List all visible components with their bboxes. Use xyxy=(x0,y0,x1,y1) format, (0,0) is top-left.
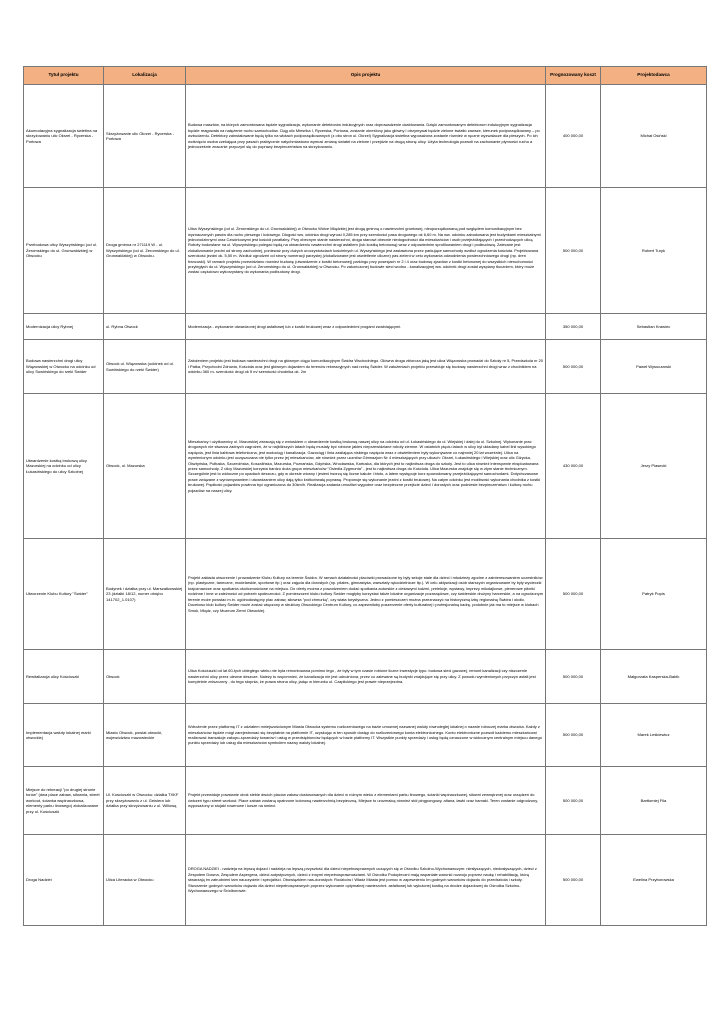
project-description: Ulica Wyszyńskiego (od ul. Żeromskiego do ul. Grunwaldzkiej) w Otwocku Wólce Mlądzkiej jest drogą gminną o nawierzchni gruntowej, nieuporządkowaną pod względem komunikacyjnym bez wyznaczonych pasów dla ruchu pieszego i kołowego. Długość ww. odcinka drogi wynosi 0,285 km przy szerokości pasa drogowego ok 6,60 m. Na ww. odcinku zabudowana jest budynkami mieszkalnymi jednorodzinnymi oraz Czwórkowymi jest kościół parafialny. Przy obecnym stanie nawierzchni, droga stanowi obecnie niedogodności dla mieszkańców i osób przejeżdżających i przechodzących ulicą. Roboty budowlane na ul. Wyszyńskiego polegać będą na utwardzeniu nawierzchni drogi asfaltem (lub kostką betonową) wraz z odpowiednim sprofilowaniem drogi i podbudową. Zalecane jest zlokalizowanie jezdni od strony zachodniej, ponieważ przy dużych uroczystościach kościelnych ul. Wyszyńskiego jest zastawiona przez parkujące samochody wzdłuż ogrodzenia kościoła. Projektowana szerokość jezdni ok. 5,50 m. Wzdłuż ogrodzeń od strony numeracji parzystej (zlokalizowane jest oświetlenie uliczne) pas zieleni w celu wykonania odwodnienia powierzchniowego drogi (np. dren francuski). W ramach projektu przewidziano również budowę (utwardzenie z kostki betonowej) parkingu przy posesjach nr 2 i 4 oraz budowę zjazdów z kostki betonowej do wszystkich nieruchomości przyległych do ul. Wyszyńskiego (od ul. Żeromskiego do ul. Grunwaldzkiej) w Otwocku. Po zakończonej budowie sieci wodno - kanalizacyjnej ww. odcinek drogi został wyspiany tłuczniem, który może zostać częściowo wykorzystany do wykonania podbudowy drogi. xyxy=(186,188,546,314)
project-cost: 500 000,00 xyxy=(546,650,601,704)
project-cost: 350 000,00 xyxy=(546,314,601,340)
project-location: Budynek i działka przy ul. Marszałkowskiej 23 (działki 18/12, numer obrębu 141702_1.0107) xyxy=(104,539,186,650)
project-description: Założeniem projektu jest budowa nawierzchni drogi na głównym ciągu komunikacyjnym Świdra Wschodniego. Główna droga zbiorcza jaką jest ulica Wiązowska prowadzi do Szkoły nr 5, Przedszkola nr 20 i Patka, Przychodni Zdrowia, Kościoła oraz jest głównym dojazdem do terenów rekreacyjnych nad rzeką Świder. W założeniach projektu przewiduje się budowę nawierzchni drogi wraz z chodnikiem na odcinku 360 m- szerokość drogi ok 5 m/ szerokość chodnika ok. 2m xyxy=(186,340,546,394)
project-applicant: Jerzy Piasecki xyxy=(601,394,707,539)
project-applicant: Michał Osiński xyxy=(601,85,707,188)
project-applicant: Małgorzata Kasperska-Babik xyxy=(601,650,707,704)
table-row xyxy=(24,767,707,835)
project-title: Budowa nawierzchni drogi ulicy Wiązowskiej w Otwocku na odcinku od ulicy Sowińskiego do rzeki Świder xyxy=(24,340,104,394)
project-title: Rewitalizacja ulicy Kościuszki xyxy=(24,650,104,704)
table-row xyxy=(24,394,707,539)
project-applicant: Marek Leśkiewicz xyxy=(601,704,707,767)
project-title: Przebudowa ulicy Wyszyńskiego (od ul. Żeromskiego do ul. Grunwaldzkiej) w Otwocku xyxy=(24,188,104,314)
project-description: Mieszkańcy i użytkownicy ul. Mazurskiej zwracają się z wnioskiem o utwardzenie kostką brukową naszej ulicy na odcinku od ul. Łukasińskiego do ul. Wiejskiej i dalej do ul. Szkolnej. Wykonanie prac drogowych nie stwarza żadnych zagrożeń, że w najbliższych latach będą musiały być robione jakieś nieprzewidziane roboty ziemne. W ostatnich pięciu latach w ulicy był układany kabel linii wysokiego napięcia, jest linia kablowa telefoniczna, jest wodociąg i kanalizacja. Gazociąg i linia zasilająca niskiego napięcia wraz z oświetleniem były wykonywane co najmniej 20 lat wcześniej. Ulica na wymienionym odcinku jest uczęszczana nie tylko przez jej mieszkańców, ale również przez uczniów Gimnazjum Nr 4 mieszkających przy ulicach: Okrzei, Łukasińskiego i Wiejskiej oraz ulic Giżycka, Olsztyńska, Pułtuska, Szczecińska, Koszalińska, Mazurska, Poznańska, Gdyńska, Wrocławska, Kartuska, dla których jest to najkrótsza droga do szkoły. Jest to ulica również intensywnie eksploatowana przez samochody. Z ulicy Mazurskiej korzysta bardzo duża grupa mieszkańców "Osiedla Zygmunta" - jest to najkrótsza droga do Kościoła. Ulica Mazurska znajduje się w złym stanie technicznym. Szczególnie jest to widoczne po opadach deszczu, gdy w okresie wiosny i jesieni tworzą się liczne kałuże i błoto, a latem występuje kurz spowodowany przejeżdżającymi samochodami. Dotychczasowe prace związane z wyrównywaniem i utwardzaniem ulicy dają tylko krótkotrwałą poprawę. Proponuje się wykonanie jezdni z kostki brukowej. Na całym odcinku jest możliwość wykonania chodnika z kostki brukowej. Prędkość pojazdów powinna być ograniczona do 30km/h. Realizacja zadania umożliwi wygodne oraz bezpieczne przejście dzieci i dorosłych oraz podniesie bezpieczeństwo i kulturę ruchu pojazdów na naszej ulicy. xyxy=(186,394,546,539)
project-title: Modernizacja ulicy Rybnej xyxy=(24,314,104,340)
project-cost: 500 000,00 xyxy=(546,835,601,926)
project-description: Modernizacja - wykonanie utwardzonej drogi asfaltowej lub z kostki brukowej wraz z odpowiednimi progami zwalniającymi. xyxy=(186,314,546,340)
project-applicant: Paweł Wysoczarski xyxy=(601,340,707,394)
project-location: Otwock ul. Wiązowska (odcinek od ul. Sowińskiego do rzeki Świder) xyxy=(104,340,186,394)
table-row xyxy=(24,85,707,188)
project-applicant: Sebastian Krawiec xyxy=(601,314,707,340)
project-location: Otwock, ul. Mazurska xyxy=(104,394,186,539)
project-description: Projekt zakłada utworzenie i prowadzenie Klubu Kultury na terenie Świdra. W ramach działalności placówki prowadzone by były sekcje stałe dla dzieci i młodzieży zgodne z zainteresowaniem uczestników (np. plastyczne, taneczne, modelarskie, sportowe itp.) oraz zajęcia dla dorosłych (np. pilates, gimnastyka, warsztaty rękodzielnicze itp.). W celu aktywizacji osób starszych organizowane by były wycieczki krajoznawcze oraz spotkania okolicznościowe na miejscu. Do oferty można z powodzeniem dodać spotkania autorskie z ciekawymi ludźmi, prelekcje, wystawy, imprezy mikołajkowe, plenerowe pikniki rodzinne i inne w zależności od potrzeb społeczności. Z pomieszczeń klubu kultury Świder mogłyby korzystać także lokalne organizacje pozarządowe, czy świderskie drużyny harcerskie, a na ogrodzonym terenie może powstać m.in. ogólnodostępny plac zabaw, siłownia "pod chmurką", czy wiata turystyczna. Jedno z pomieszczeń można przeznaczyć na historyczną izbę regionalną Świdra i okolic. Docelowo klub kultury Świder może zostać włączony w struktury Otwockiego Centrum Kultury, co zapewniłoby poszerzenie oferty kulturalnej i profesjonalną kadrę, podobnie jak ma to miejsce w klubach Smok, Mlądz, czy Muzeum Ziemi Otwockiej. xyxy=(186,539,546,650)
project-cost: 500 000,00 xyxy=(546,188,601,314)
table-row xyxy=(24,835,707,926)
header-title: Tytuł projektu xyxy=(24,67,104,85)
project-title: Miejsce do rekreacji "po drugiej stronie torów" (dwa place zabaw, siłownia, street workout, ścianka wspinaczkowa, elementy parku linowego) zlokalizowane przy ul. Kościuszki xyxy=(24,767,104,835)
header-row xyxy=(24,67,707,85)
project-location: Droga gminna nr 271119 W - ul. Wyszyńskiego (od ul. Żeromskiego do ul. Grunwaldzkiej) w Otwocku. xyxy=(104,188,186,314)
project-cost: 500 000,00 xyxy=(546,340,601,394)
project-title: Utworzenie Klubu Kultury "Świder" xyxy=(24,539,104,650)
projects-table xyxy=(23,66,707,926)
project-applicant: Bartłomiej Fila xyxy=(601,767,707,835)
table-row xyxy=(24,188,707,314)
project-title: Akomodacyjna sygnalizacja świetlna na skrzyżowaniu ulic Okrzei - Rycerska - Portowa xyxy=(24,85,104,188)
project-description: Budowa masztów, na których zamontowana będzie sygnalizacja, wykonanie detektorów indukcyjnych oraz doprowadzenie okablowania. Dzięki zamontowanym detektorom indukcyjnym sygnalizacja będzie reagowała na natężenie ruchu samochodów. Ciąg ulic Miesńka I, Rycerska, Portowa, zostanie określony jako główny i otrzymywał będzie zielone światło zawsze, kierunek podporządkowany – po wzbudzeniu. Detektory zainstalowane będą tylko na wlotach podporządkowanych (z obu stron ul. Okrzei) Sygnalizacja świetlna wyposażona zostanie również w ręczne wyzwalacze dla pieszych. Po ich wciśnięciu osoba czekająca przy pasach praktycznie natychmiastowo wymusi zmianę świateł na zielone i przejdzie na drugą stronę ulicy. Użyta technologia pozwoli na zachowanie płynności ruchu a jednocześnie znacznie przyczyni się do poprawy bezpieczeństwa na skrzyżowaniu. xyxy=(186,85,546,188)
table-row xyxy=(24,539,707,650)
project-location: Miasto Otwock, powiat otwocki, województwo mazowieckie xyxy=(104,704,186,767)
project-cost: 500 000,00 xyxy=(546,704,601,767)
project-applicant: Robert Turyk xyxy=(601,188,707,314)
project-description: Ulica Kościuszki od lat 60-tych ubiegłego wieku nie była remontowana pomimo tego , że były w tym czasie robione liczne inwestycje typu: budowa sieci gazowej, remont kanalizacji czy niszczenie nawierzchni ulicy przez ulewne deszcze. Należy tu wspomnieć, że kanalizacja nie jest udrożniona, przez co zalewane są budynki znajdujące się przy ulicy. Z powodu wymienionych przyczyn asfalt jest kompletnie zniszczony , do tego stopnia, że prawa strona ulicy, jadąc w kierunku ul. Czaplickiego jest prawie nieprzejezdna. xyxy=(186,650,546,704)
project-description: DROGA NADZIEI - nadzieja na lepszą dojazd i nadzieja na lepszą przyszłość dla dzieci niepełnosprawnych uczących się w Ośrodku Szkolno-Wychowawczym: niesłyszących, niedosłyszących, dzieci z Zespołem Downa, Zespołem Aspergera, dzieci autystycznych, dzieci z innymi niepełnosprawnościami. W Ośrodku Podopieczni mają wspaniałe warunki rozwoju poprzez naukę i rehabilitację, którą stwarzają im zatrudnieni tam nauczyciele i specjaliści. Obowiązkiem nas-dorosłych: Rodziców i Władz Miasta jest pomoc w zapewnieniu Im godnych warunków dojazdu do przedszkola i szkoły. Stworzenie godnych warunków dojazdu dla dzieci niepełnosprawnych poprzez wykonanie optymalnej nawierzchni: asfaltowej lub wyłożonej kostką na drodze dojazdowej do Ośrodka Szkolno-Wychowawczego w Śródborowie. xyxy=(186,835,546,926)
header-cost: Prognozowany koszt xyxy=(546,67,601,85)
project-description: Wdrożenie przez platformę IT z udziałem mniejszościowym Miasta Otwocka systemu rozliczeniowego na bazie umownej nazwanej waluty równoległej lokalnej o nazwie roboczej marka otwocka. Każdy z mieszkańców będzie mógł zarejestrować się bezpłatnie na platformie IT, uzyskując w ten sposób dostęp do rozliczeniowego konta elektronicznego. Konto elektroniczne pozwoli każdemu mieszkańcowi realizować transakcje zakupu-sprzedaży towarów i usług w przedsiębiorców będących w bazie platformy IT. Wszystkie punkty sprzedaży i usług będą oznaczone w widocznym centralnym miejscu danego punktu sprzedaży lub usług dla mieszkańców symbolem nazwy waluty lokalnej. xyxy=(186,704,546,767)
project-applicant: Ewelina Przyborowska xyxy=(601,835,707,926)
project-cost: 400 000,00 xyxy=(546,85,601,188)
table-row xyxy=(24,314,707,340)
header-location: Lokalizacja xyxy=(104,67,186,85)
project-location: Skrzyżowanie ulic Okrzei - Rycerska - Portowa xyxy=(104,85,186,188)
project-location: Otwock xyxy=(104,650,186,704)
project-description: Projekt przewiduje powstanie obok siebie dwóch placów zabaw dostosowanych dla dzieci w różnym wieku z elementami parku linowego, ścianki wspinaczkowej, siłowni zewnętrznej oraz urządzeń do ćwiczeń typu street workout. Place zabaw zostaną opatrzone kolorową nawierzchnią bezpieczną. Miejsce to urozmaicą również stół pingpongowy, altana, ławki oraz hamaki. Teren zostanie odgrodzony, wyposażony w stojaki rowerowe i kosze na śmieci. xyxy=(186,767,546,835)
project-applicant: Patryk Popis xyxy=(601,539,707,650)
project-cost: 500 000,00 xyxy=(546,767,601,835)
project-location: Ulica Literacka w Otwocku xyxy=(104,835,186,926)
table-row xyxy=(24,704,707,767)
table-row xyxy=(24,340,707,394)
project-location: ul. Rybna Otwock xyxy=(104,314,186,340)
project-title: Utwardzenie kostką brukową ulicy Mazurskiej na odcinku od ulicy Łukasińskiego do ulicy Szkolnej xyxy=(24,394,104,539)
project-cost: 430 000,00 xyxy=(546,394,601,539)
project-title: Droga Nadziei xyxy=(24,835,104,926)
table-row xyxy=(24,650,707,704)
project-cost: 500 000,00 xyxy=(546,539,601,650)
header-description: Opis projektu xyxy=(186,67,546,85)
project-location: Ul. Kościuszki w Otwocku: działka TXKF przy skrzyżowaniu z ul. Geislera lub działka przy skrzyżowaniu z ul. Willową xyxy=(104,767,186,835)
project-title: Implementacja waluty lokalnej marki otwockiej xyxy=(24,704,104,767)
header-applicant: Projektodawca xyxy=(601,67,707,85)
